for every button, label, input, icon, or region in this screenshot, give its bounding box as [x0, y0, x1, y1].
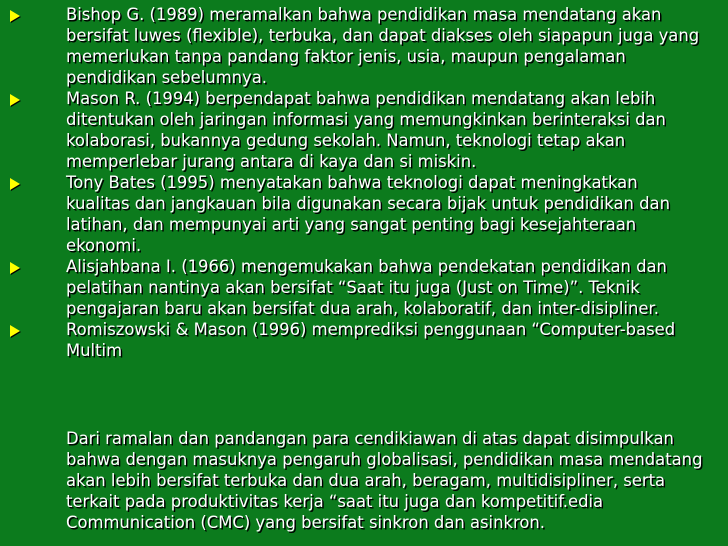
bullet-item	[66, 319, 706, 361]
bullet-text: Romiszowski & Mason (1996) memprediksi penggunaan “Computer-based Multim	[66, 320, 676, 360]
bullet-item	[66, 172, 706, 256]
bullet-item	[66, 88, 706, 172]
conclusion-paragraph: Dari ramalan dan pandangan para cendikiawan di atas dapat disimpulkan bahwa dengan masuknya pengaruh globalisasi, pendidikan masa mendatang akan lebih bersifat terbuka dan dua arah, beragam, multidisipliner, serta terkait pada produktivitas kerja “saat itu juga dan kompetitif.edia Communication (CMC) yang bersifat sinkron dan asinkron.	[66, 429, 703, 532]
triangle-bullet-icon	[10, 262, 20, 274]
bullet-text: Tony Bates (1995) menyatakan bahwa teknologi dapat meningkatkan kualitas dan jangkauan bila digunakan secara bijak untuk pendidikan dan latihan, dan mempunyai arti yang sangat penting bagi kesejahteraan ekonomi.	[66, 173, 670, 255]
bullet-list	[66, 4, 706, 361]
bullet-item	[66, 4, 706, 88]
triangle-bullet-icon	[10, 94, 20, 106]
bullet-item	[66, 256, 706, 319]
triangle-bullet-icon	[10, 10, 20, 22]
bullet-text: Alisjahbana I. (1966) mengemukakan bahwa pendekatan pendidikan dan pelatihan nantinya akan bersifat “Saat itu juga (Just on Time)”. Teknik pengajaran baru akan bersifat dua arah, kolaboratif, dan inter-disipliner.	[66, 257, 667, 318]
triangle-bullet-icon	[10, 325, 20, 337]
triangle-bullet-icon	[10, 178, 20, 190]
bullet-text: Mason R. (1994) berpendapat bahwa pendidikan mendatang akan lebih ditentukan oleh jaringan informasi yang memungkinkan berinteraksi dan kolaborasi, bukannya gedung sekolah. Namun, teknologi tetap akan memperlebar jurang antara di kaya dan si miskin.	[66, 89, 666, 171]
bullet-text: Bishop G. (1989) meramalkan bahwa pendidikan masa mendatang akan bersifat luwes (flexible), terbuka, dan dapat diakses oleh siapapun juga yang memerlukan tanpa pandang faktor jenis, usia, maupun pengalaman pendidikan sebelumnya.	[66, 5, 700, 87]
